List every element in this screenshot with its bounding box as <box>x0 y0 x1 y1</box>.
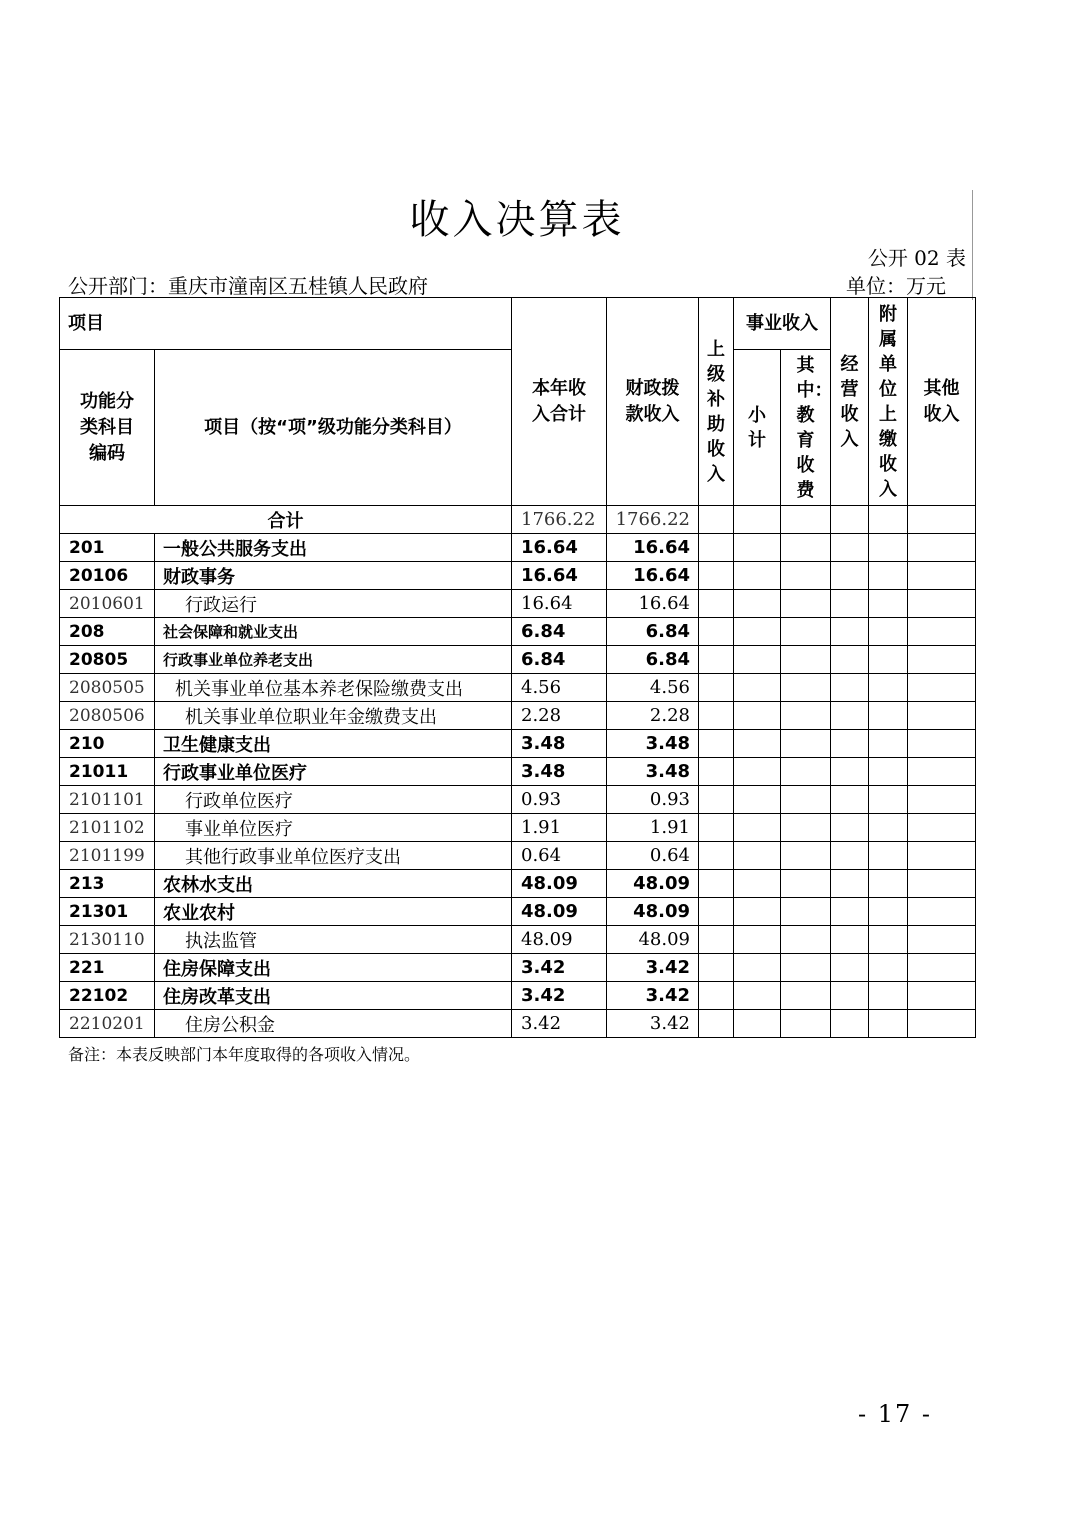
row-fiscal: 48.09 <box>607 898 699 926</box>
empty-cell <box>869 870 908 898</box>
row-total: 48.09 <box>512 926 607 954</box>
empty-cell <box>831 590 869 618</box>
income-table <box>59 297 976 1038</box>
row-code: 221 <box>60 954 155 982</box>
table-row <box>60 814 976 842</box>
row-code: 201 <box>60 534 155 562</box>
header-business: 事业收入 <box>734 298 831 350</box>
empty-cell <box>781 590 831 618</box>
row-fiscal: 0.64 <box>607 842 699 870</box>
row-total: 2.28 <box>512 702 607 730</box>
table-row <box>60 758 976 786</box>
empty-cell <box>781 674 831 702</box>
table-row <box>60 1010 976 1038</box>
header-fiscal: 财政拨款收入 <box>607 298 699 506</box>
empty-cell <box>869 786 908 814</box>
total-sum: 1766.22 <box>512 506 607 534</box>
row-code: 208 <box>60 618 155 646</box>
empty-cell <box>781 870 831 898</box>
empty-cell <box>869 730 908 758</box>
empty-cell <box>781 786 831 814</box>
empty-cell <box>831 926 869 954</box>
row-code: 2101102 <box>60 814 155 842</box>
empty-cell <box>831 702 869 730</box>
empty-cell <box>869 702 908 730</box>
row-total: 0.93 <box>512 786 607 814</box>
empty-cell <box>781 730 831 758</box>
row-fiscal: 3.48 <box>607 730 699 758</box>
table-row <box>60 870 976 898</box>
row-name: 其他行政事业单位医疗支出 <box>155 842 512 870</box>
row-total: 4.56 <box>512 674 607 702</box>
empty-cell <box>734 730 781 758</box>
empty-cell <box>699 954 734 982</box>
empty-cell <box>831 870 869 898</box>
empty-cell <box>869 1010 908 1038</box>
header-func-code: 功能分类科目编码 <box>60 350 155 506</box>
row-total: 3.42 <box>512 982 607 1010</box>
empty-cell <box>699 870 734 898</box>
row-code: 20106 <box>60 562 155 590</box>
row-name: 执法监管 <box>155 926 512 954</box>
empty-cell <box>734 870 781 898</box>
empty-cell <box>831 506 869 534</box>
empty-cell <box>734 898 781 926</box>
total-row <box>60 506 976 534</box>
table-row <box>60 618 976 646</box>
empty-cell <box>699 926 734 954</box>
empty-cell <box>869 534 908 562</box>
row-name: 机关事业单位基本养老保险缴费支出 <box>155 674 512 702</box>
header-education: 其中：教育收费 <box>781 350 831 506</box>
row-total: 48.09 <box>512 898 607 926</box>
empty-cell <box>699 842 734 870</box>
row-total: 48.09 <box>512 870 607 898</box>
row-fiscal: 6.84 <box>607 646 699 674</box>
empty-cell <box>781 842 831 870</box>
empty-cell <box>781 898 831 926</box>
empty-cell <box>734 758 781 786</box>
empty-cell <box>908 534 976 562</box>
row-fiscal: 2.28 <box>607 702 699 730</box>
table-row <box>60 646 976 674</box>
empty-cell <box>908 926 976 954</box>
empty-cell <box>869 758 908 786</box>
row-name: 行政事业单位医疗 <box>155 758 512 786</box>
empty-cell <box>831 1010 869 1038</box>
row-name: 行政运行 <box>155 590 512 618</box>
empty-cell <box>781 506 831 534</box>
row-name: 农林水支出 <box>155 870 512 898</box>
empty-cell <box>869 982 908 1010</box>
row-total: 16.64 <box>512 562 607 590</box>
header-subtotal: 小计 <box>734 350 781 506</box>
empty-cell <box>699 898 734 926</box>
empty-cell <box>781 1010 831 1038</box>
row-code: 2080506 <box>60 702 155 730</box>
empty-cell <box>734 926 781 954</box>
row-name: 住房保障支出 <box>155 954 512 982</box>
row-total: 6.84 <box>512 618 607 646</box>
empty-cell <box>908 506 976 534</box>
empty-cell <box>734 590 781 618</box>
empty-cell <box>699 1010 734 1038</box>
empty-cell <box>781 562 831 590</box>
page-number: - 17 - <box>858 1400 933 1428</box>
empty-cell <box>831 730 869 758</box>
table-row <box>60 534 976 562</box>
empty-cell <box>908 674 976 702</box>
empty-cell <box>908 730 976 758</box>
header-item-name: 项目（按“项”级功能分类科目） <box>155 350 512 506</box>
empty-cell <box>908 646 976 674</box>
page-title: 收入决算表 <box>409 197 625 243</box>
row-name: 住房公积金 <box>155 1010 512 1038</box>
empty-cell <box>831 618 869 646</box>
empty-cell <box>869 926 908 954</box>
row-total: 16.64 <box>512 534 607 562</box>
empty-cell <box>781 534 831 562</box>
row-fiscal: 3.42 <box>607 982 699 1010</box>
empty-cell <box>699 982 734 1010</box>
header-project: 项目 <box>60 298 512 350</box>
row-name: 事业单位医疗 <box>155 814 512 842</box>
row-total: 16.64 <box>512 590 607 618</box>
table-row <box>60 674 976 702</box>
empty-cell <box>734 786 781 814</box>
empty-cell <box>699 590 734 618</box>
empty-cell <box>699 506 734 534</box>
empty-cell <box>781 702 831 730</box>
row-code: 20805 <box>60 646 155 674</box>
empty-cell <box>734 506 781 534</box>
row-fiscal: 3.48 <box>607 758 699 786</box>
row-name: 住房改革支出 <box>155 982 512 1010</box>
department-label: 公开部门：重庆市潼南区五桂镇人民政府 <box>68 274 428 298</box>
table-row <box>60 786 976 814</box>
row-code: 2101199 <box>60 842 155 870</box>
table-row <box>60 842 976 870</box>
row-total: 1.91 <box>512 814 607 842</box>
empty-cell <box>734 954 781 982</box>
row-total: 3.42 <box>512 1010 607 1038</box>
table-row <box>60 562 976 590</box>
row-total: 3.48 <box>512 758 607 786</box>
empty-cell <box>699 562 734 590</box>
row-name: 社会保障和就业支出 <box>155 618 512 646</box>
row-fiscal: 48.09 <box>607 926 699 954</box>
empty-cell <box>734 646 781 674</box>
empty-cell <box>734 814 781 842</box>
table-row <box>60 590 976 618</box>
empty-cell <box>831 758 869 786</box>
row-code: 2130110 <box>60 926 155 954</box>
total-label: 合计 <box>60 506 512 534</box>
row-fiscal: 0.93 <box>607 786 699 814</box>
empty-cell <box>869 618 908 646</box>
empty-cell <box>908 702 976 730</box>
empty-cell <box>734 674 781 702</box>
table-number: 公开 02 表 <box>867 246 966 270</box>
empty-cell <box>699 534 734 562</box>
empty-cell <box>908 618 976 646</box>
total-fiscal: 1766.22 <box>607 506 699 534</box>
row-code: 22102 <box>60 982 155 1010</box>
header-operating: 经营收入 <box>831 298 869 506</box>
row-code: 2210201 <box>60 1010 155 1038</box>
empty-cell <box>699 646 734 674</box>
header-affiliated: 附属单位上缴收入 <box>869 298 908 506</box>
empty-cell <box>869 674 908 702</box>
table-row <box>60 702 976 730</box>
empty-cell <box>908 898 976 926</box>
empty-cell <box>734 982 781 1010</box>
row-name: 一般公共服务支出 <box>155 534 512 562</box>
empty-cell <box>781 758 831 786</box>
empty-cell <box>869 954 908 982</box>
empty-cell <box>831 646 869 674</box>
empty-cell <box>908 1010 976 1038</box>
row-total: 6.84 <box>512 646 607 674</box>
empty-cell <box>831 534 869 562</box>
row-name: 农业农村 <box>155 898 512 926</box>
row-fiscal: 6.84 <box>607 618 699 646</box>
empty-cell <box>908 870 976 898</box>
row-total: 3.48 <box>512 730 607 758</box>
empty-cell <box>831 674 869 702</box>
empty-cell <box>908 758 976 786</box>
empty-cell <box>699 674 734 702</box>
row-name: 财政事务 <box>155 562 512 590</box>
empty-cell <box>908 562 976 590</box>
row-fiscal: 4.56 <box>607 674 699 702</box>
empty-cell <box>699 730 734 758</box>
empty-cell <box>734 562 781 590</box>
empty-cell <box>699 618 734 646</box>
empty-cell <box>831 814 869 842</box>
empty-cell <box>781 646 831 674</box>
row-code: 213 <box>60 870 155 898</box>
empty-cell <box>869 590 908 618</box>
row-code: 2101101 <box>60 786 155 814</box>
empty-cell <box>831 898 869 926</box>
header-superior: 上级补助收入 <box>699 298 734 506</box>
row-fiscal: 16.64 <box>607 590 699 618</box>
row-total: 3.42 <box>512 954 607 982</box>
empty-cell <box>831 842 869 870</box>
unit-label: 单位：万元 <box>846 274 946 298</box>
row-fiscal: 3.42 <box>607 954 699 982</box>
empty-cell <box>908 982 976 1010</box>
row-fiscal: 16.64 <box>607 562 699 590</box>
row-code: 2010601 <box>60 590 155 618</box>
row-name: 卫生健康支出 <box>155 730 512 758</box>
empty-cell <box>699 758 734 786</box>
empty-cell <box>781 814 831 842</box>
table-row <box>60 982 976 1010</box>
empty-cell <box>908 786 976 814</box>
empty-cell <box>734 1010 781 1038</box>
row-name: 行政事业单位养老支出 <box>155 646 512 674</box>
empty-cell <box>734 618 781 646</box>
empty-cell <box>699 786 734 814</box>
empty-cell <box>734 534 781 562</box>
empty-cell <box>831 954 869 982</box>
empty-cell <box>869 842 908 870</box>
table-row <box>60 730 976 758</box>
empty-cell <box>908 814 976 842</box>
row-fiscal: 3.42 <box>607 1010 699 1038</box>
empty-cell <box>869 646 908 674</box>
empty-cell <box>869 562 908 590</box>
row-code: 2080505 <box>60 674 155 702</box>
row-code: 210 <box>60 730 155 758</box>
empty-cell <box>734 702 781 730</box>
empty-cell <box>908 842 976 870</box>
row-fiscal: 16.64 <box>607 534 699 562</box>
row-name: 机关事业单位职业年金缴费支出 <box>155 702 512 730</box>
empty-cell <box>831 562 869 590</box>
empty-cell <box>781 926 831 954</box>
row-name: 行政单位医疗 <box>155 786 512 814</box>
empty-cell <box>781 982 831 1010</box>
header-other: 其他收入 <box>908 298 976 506</box>
table-note: 备注：本表反映部门本年度取得的各项收入情况。 <box>68 1045 421 1064</box>
empty-cell <box>831 786 869 814</box>
header-total: 本年收入合计 <box>512 298 607 506</box>
row-fiscal: 48.09 <box>607 870 699 898</box>
empty-cell <box>908 954 976 982</box>
row-total: 0.64 <box>512 842 607 870</box>
empty-cell <box>869 898 908 926</box>
empty-cell <box>734 842 781 870</box>
empty-cell <box>831 982 869 1010</box>
empty-cell <box>869 814 908 842</box>
empty-cell <box>869 506 908 534</box>
empty-cell <box>699 702 734 730</box>
empty-cell <box>699 814 734 842</box>
empty-cell <box>781 618 831 646</box>
table-row <box>60 926 976 954</box>
row-code: 21301 <box>60 898 155 926</box>
table-row <box>60 954 976 982</box>
empty-cell <box>908 590 976 618</box>
row-fiscal: 1.91 <box>607 814 699 842</box>
row-code: 21011 <box>60 758 155 786</box>
empty-cell <box>781 954 831 982</box>
table-row <box>60 898 976 926</box>
